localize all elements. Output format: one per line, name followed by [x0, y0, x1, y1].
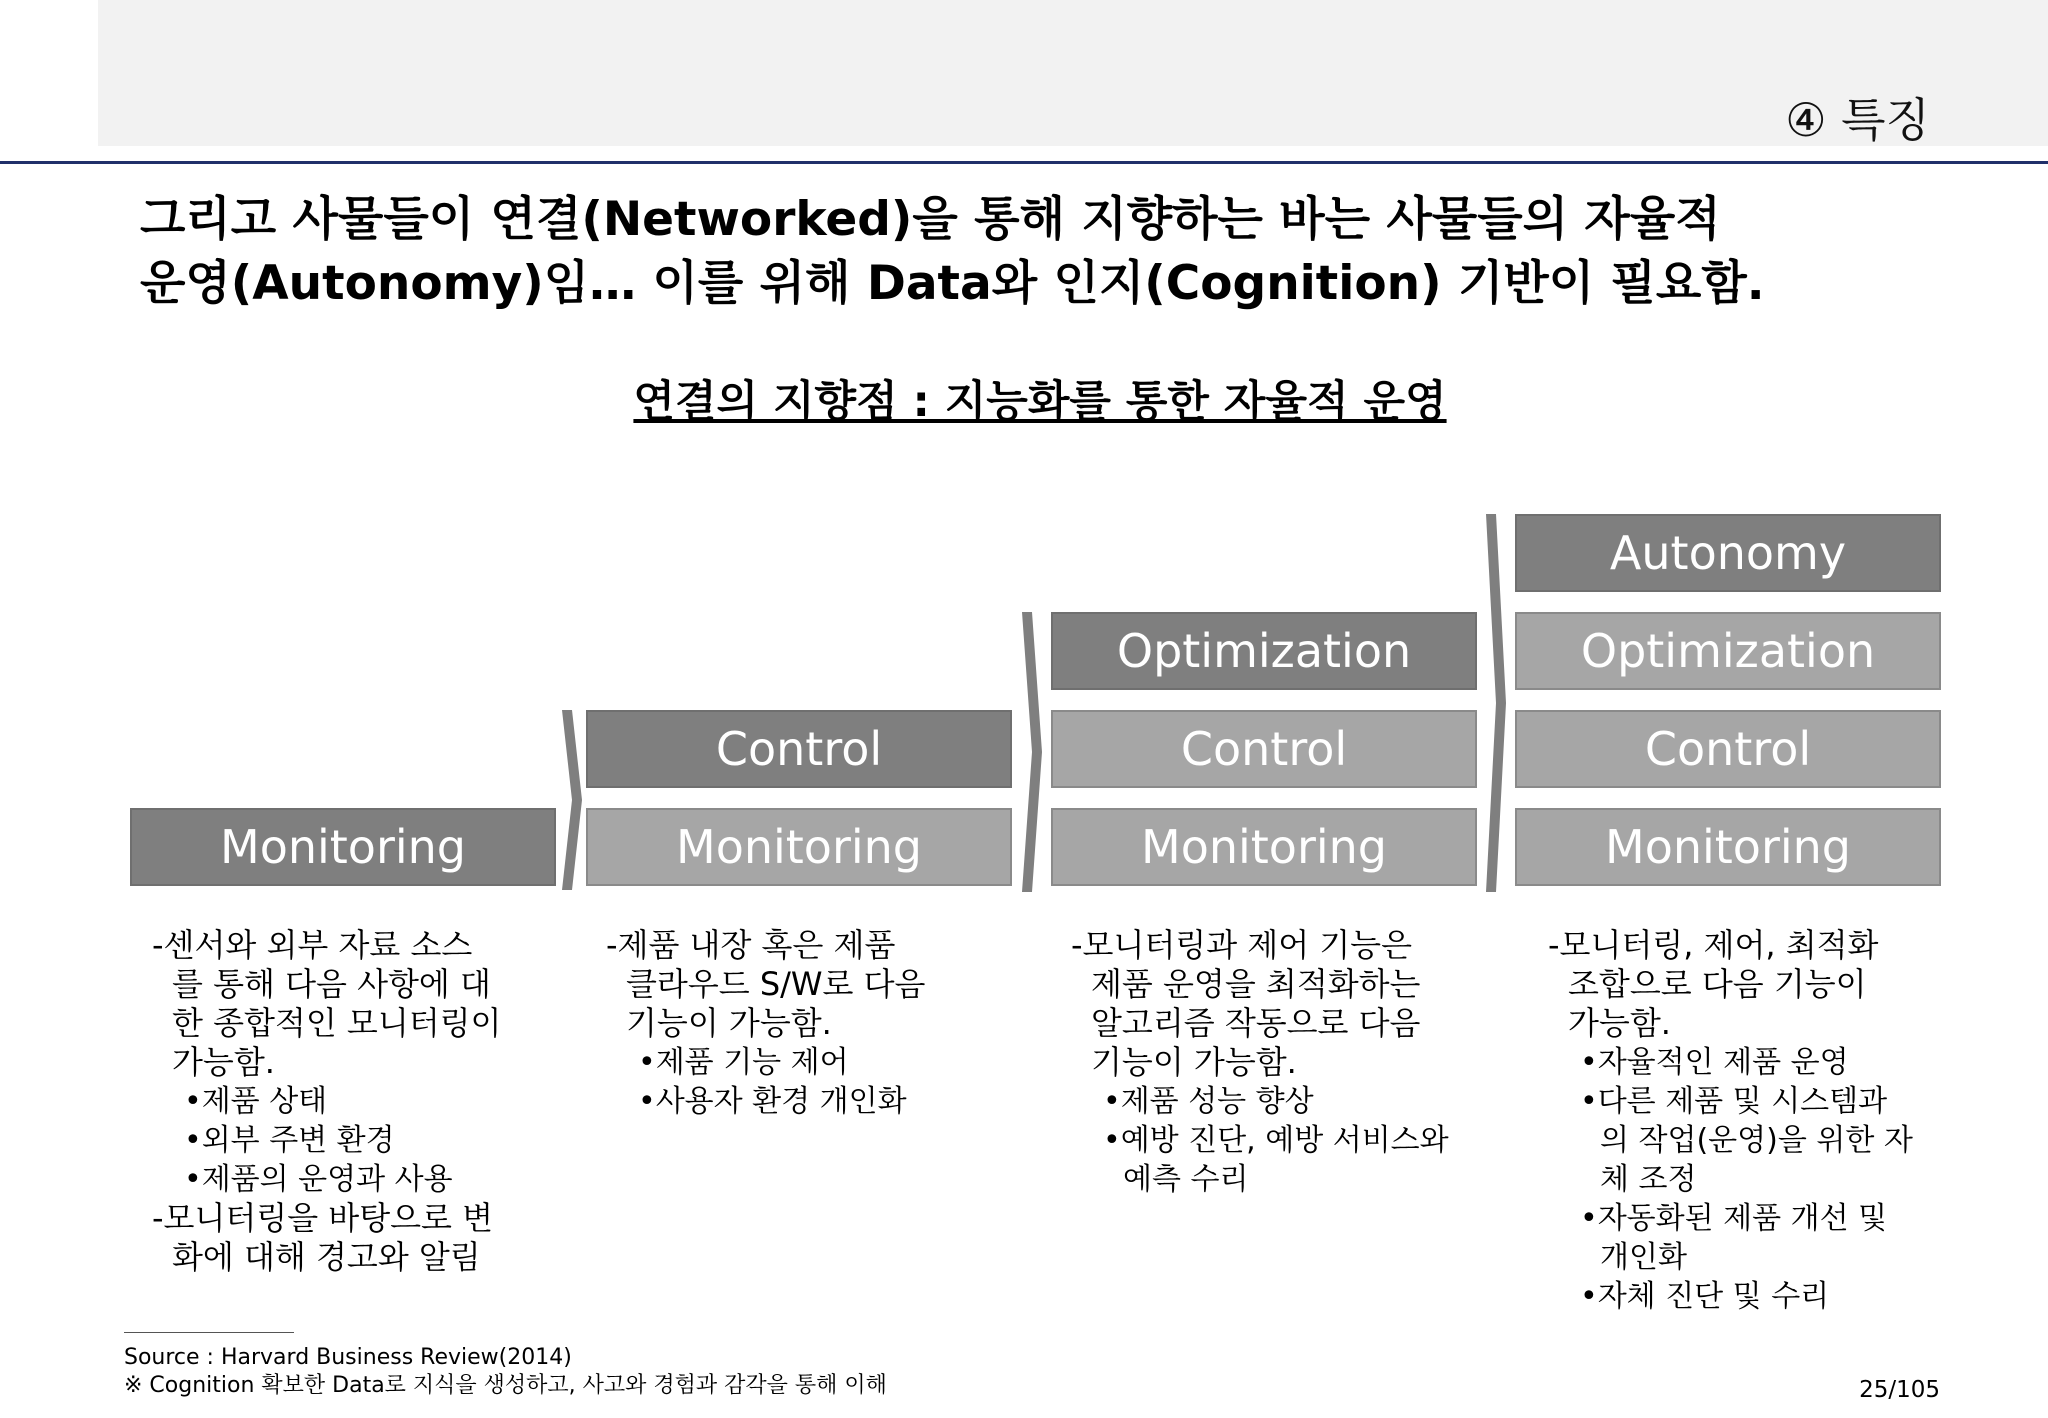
desc-bullet: •제품의 운영과 사용	[184, 1162, 453, 1197]
desc-bullet: •제품 기능 제어	[638, 1045, 849, 1080]
desc-line: 가능함.	[1568, 1004, 1671, 1042]
desc-line: 가능함.	[172, 1043, 275, 1081]
desc-bullet: •자동화된 제품 개선 및	[1580, 1201, 1888, 1236]
chevron-3	[1484, 514, 1508, 892]
desc-line: -모니터링을 바탕으로 변	[152, 1199, 494, 1237]
desc-line: -모니터링과 제어 기능은	[1071, 926, 1413, 964]
stage4-control-box: Control	[1515, 710, 1941, 788]
stage2-control-box: Control	[586, 710, 1012, 788]
header-rule	[0, 161, 2048, 164]
stage3-description	[1071, 926, 1491, 1199]
desc-bullet: •자체 진단 및 수리	[1580, 1279, 1830, 1314]
desc-line: 클라우드 S/W로 다음	[626, 965, 926, 1003]
page-number: 25/105	[1859, 1377, 1940, 1403]
stage4-description	[1548, 926, 1968, 1316]
desc-bullet: •제품 성능 향상	[1103, 1084, 1314, 1119]
desc-bullet-cont: 개인화	[1600, 1240, 1687, 1275]
headline-line-2: 운영(Autonomy)임… 이를 위해 Data와 인지(Cognition) 기반이 필요함.	[140, 256, 1765, 311]
cognition-note: ※ Cognition 확보한 Data로 지식을 생성하고, 사고와 경험과 감각을 통해 이해	[124, 1373, 887, 1398]
stage3-monitoring-box: Monitoring	[1051, 808, 1477, 886]
header-band	[98, 0, 2048, 146]
stage4-monitoring-box: Monitoring	[1515, 808, 1941, 886]
chevron-2	[1020, 612, 1044, 892]
desc-bullet: •제품 상태	[184, 1084, 328, 1119]
desc-bullet: •다른 제품 및 시스템과	[1580, 1084, 1888, 1119]
desc-bullet-cont: 예측 수리	[1123, 1162, 1249, 1197]
stage2-description	[606, 926, 1026, 1121]
desc-bullet: •자율적인 제품 운영	[1580, 1045, 1849, 1080]
stage3-control-box: Control	[1051, 710, 1477, 788]
chevron-1	[560, 710, 584, 890]
desc-bullet: •외부 주변 환경	[184, 1123, 395, 1158]
desc-line: 를 통해 다음 사항에 대	[172, 965, 491, 1003]
desc-line: 화에 대해 경고와 알림	[172, 1238, 481, 1276]
source-divider	[124, 1332, 294, 1333]
desc-line: -제품 내장 혹은 제품	[606, 926, 896, 964]
source-text: Source : Harvard Business Review(2014)	[124, 1345, 572, 1370]
stage4-autonomy-box: Autonomy	[1515, 514, 1941, 592]
section-label: ④ 특징	[1785, 93, 1930, 147]
stage3-optimization-box: Optimization	[1051, 612, 1477, 690]
desc-bullet: •예방 진단, 예방 서비스와	[1103, 1123, 1449, 1158]
desc-line: -센서와 외부 자료 소스	[152, 926, 473, 964]
desc-line: -모니터링, 제어, 최적화	[1548, 926, 1879, 964]
desc-line: 알고리즘 작동으로 다음	[1091, 1004, 1421, 1042]
stage1-monitoring-box: Monitoring	[130, 808, 556, 886]
stage2-monitoring-box: Monitoring	[586, 808, 1012, 886]
desc-bullet-cont: 체 조정	[1600, 1162, 1697, 1197]
desc-line: 조합으로 다음 기능이	[1568, 965, 1867, 1003]
headline	[140, 188, 2000, 316]
stage4-optimization-box: Optimization	[1515, 612, 1941, 690]
headline-line-1: 그리고 사물들이 연결(Networked)을 통해 지향하는 바는 사물들의 자율적	[140, 192, 1721, 247]
desc-bullet-cont: 의 작업(운영)을 위한 자	[1600, 1123, 1913, 1158]
desc-line: 기능이 가능함.	[1091, 1043, 1297, 1081]
stage1-description	[152, 926, 572, 1277]
desc-bullet: •사용자 환경 개인화	[638, 1084, 907, 1119]
desc-line: 제품 운영을 최적화하는	[1091, 965, 1421, 1003]
desc-line: 한 종합적인 모니터링이	[172, 1004, 502, 1042]
diagram-subtitle: 연결의 지향점 : 지능화를 통한 자율적 운영	[633, 377, 1447, 427]
desc-line: 기능이 가능함.	[626, 1004, 832, 1042]
